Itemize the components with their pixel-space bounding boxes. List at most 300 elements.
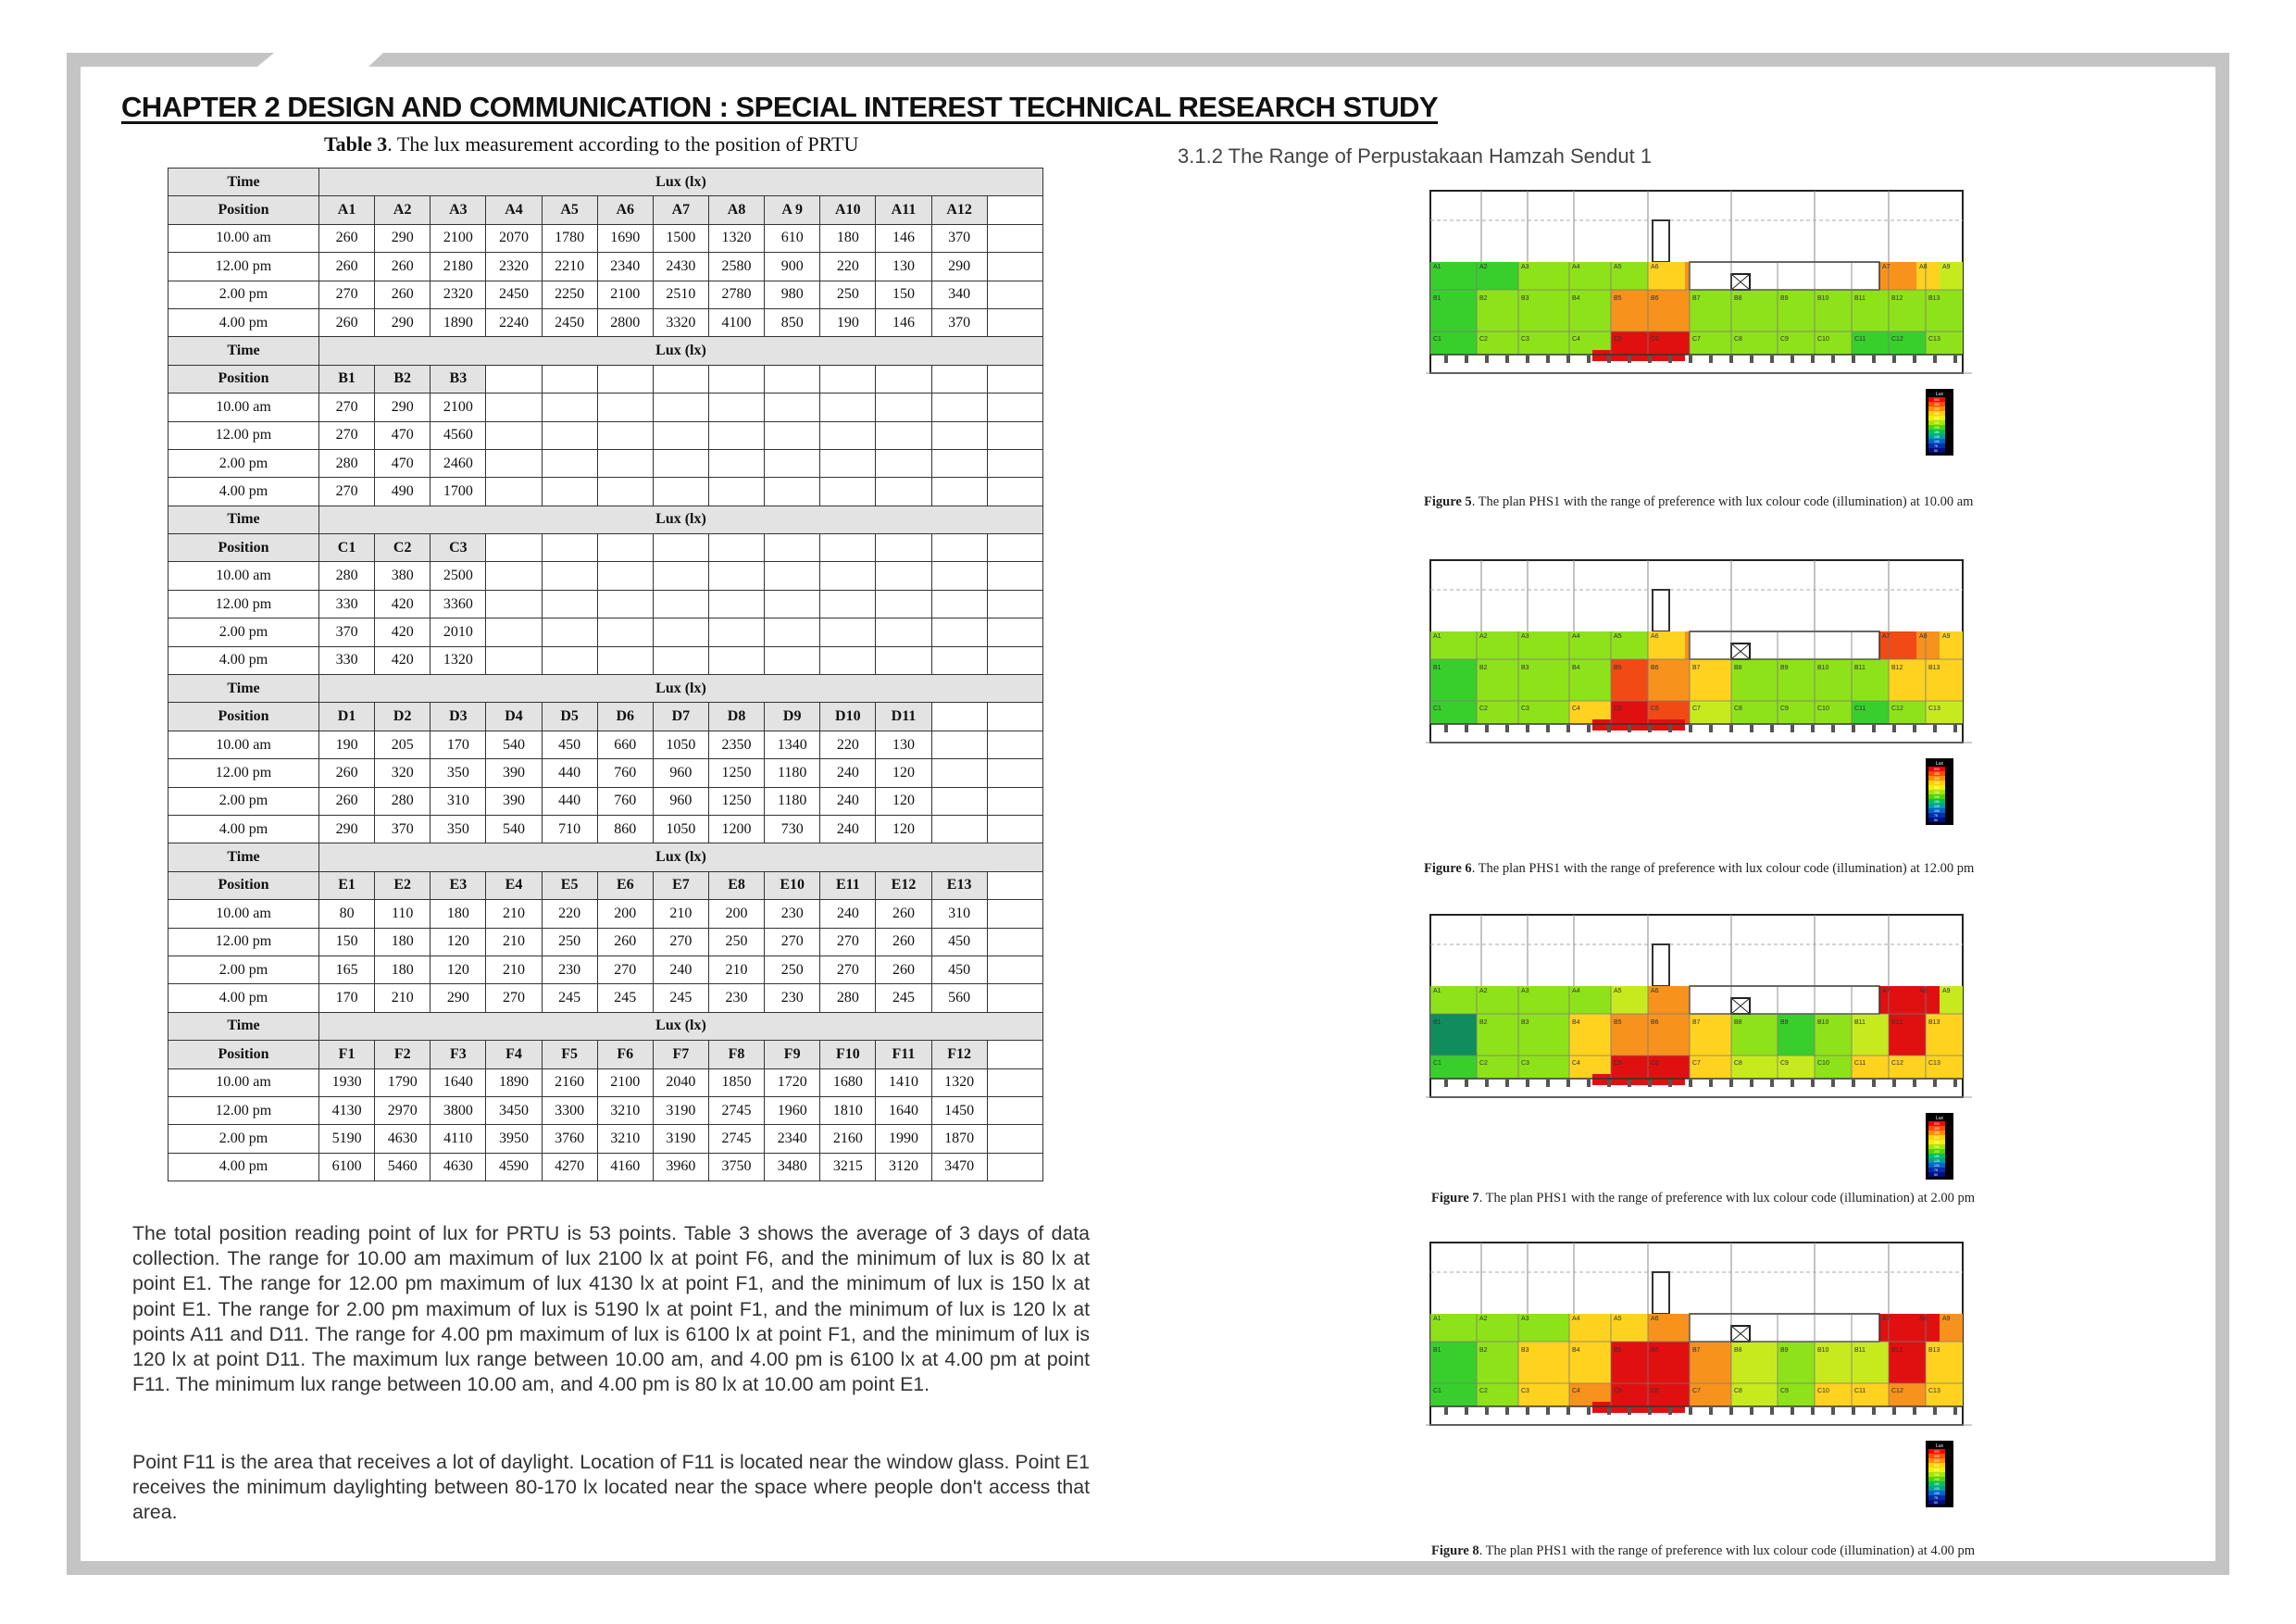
lux-value-cell: 370	[319, 618, 375, 646]
heat-cell	[1518, 331, 1569, 355]
lux-value-cell: 1500	[653, 224, 708, 252]
empty-cell	[987, 478, 1042, 506]
column-mark	[1668, 725, 1672, 732]
column-mark	[1505, 1080, 1509, 1087]
lux-value-cell: 2500	[430, 562, 486, 590]
floor-plan-heatmap	[1426, 1235, 1981, 1513]
position-row	[168, 871, 1043, 899]
lux-value-cell: 2250	[542, 281, 597, 308]
plan-point-label: A1	[1433, 633, 1441, 640]
plan-point-label: B10	[1817, 1019, 1829, 1026]
legend-title: Lux	[1936, 761, 1944, 767]
plan-point-label: B12	[1891, 295, 1903, 302]
table-row	[168, 1153, 1043, 1181]
plan-point-label: B6	[1651, 665, 1659, 671]
plan-point-label: B4	[1572, 1019, 1580, 1026]
lux-header: Lux (lx)	[319, 675, 1043, 703]
position-label: Position	[168, 534, 319, 562]
plan-point-label: C12	[1891, 706, 1903, 712]
lux-value-cell	[765, 646, 820, 674]
lux-value-cell: 3360	[430, 590, 486, 618]
plan-point-label: C7	[1692, 1388, 1701, 1394]
lux-value-cell: 560	[931, 984, 987, 1012]
lux-value-cell	[653, 478, 708, 506]
plan-point-label: A6	[1651, 264, 1659, 270]
plan-point-label: B8	[1734, 665, 1742, 671]
column-mark	[1729, 1407, 1733, 1415]
plan-point-label: B8	[1734, 1019, 1742, 1026]
lux-value-cell	[486, 646, 542, 674]
lux-value-cell	[542, 449, 597, 477]
position-label: Position	[168, 365, 319, 393]
lux-value-cell	[876, 449, 931, 477]
position-cell: E10	[765, 871, 820, 899]
column-mark	[1913, 725, 1916, 732]
table-row	[168, 787, 1043, 815]
core-block	[1690, 986, 1879, 1014]
position-cell: A1	[319, 196, 375, 224]
plan-point-label: B5	[1614, 1347, 1622, 1354]
lux-value-cell	[931, 787, 987, 815]
plan-point-label: B3	[1521, 295, 1529, 302]
lux-value-cell: 210	[375, 984, 430, 1012]
lux-value-cell: 330	[319, 590, 375, 618]
column-mark	[1505, 725, 1509, 732]
lux-value-cell: 150	[319, 928, 375, 956]
column-mark	[1628, 1080, 1631, 1087]
lux-value-cell: 3480	[765, 1153, 820, 1181]
lux-value-cell: 260	[319, 759, 375, 787]
lux-value-cell: 180	[430, 900, 486, 928]
column-mark	[1791, 1080, 1794, 1087]
lux-value-cell	[931, 618, 987, 646]
lux-value-cell	[653, 590, 708, 618]
lux-value-cell: 290	[375, 224, 430, 252]
position-row	[168, 365, 1043, 393]
legend-tick: 125	[1934, 435, 1940, 439]
position-cell: D2	[375, 703, 430, 731]
time-cell: 12.00 pm	[168, 590, 319, 618]
column-mark	[1566, 1407, 1570, 1415]
lux-value-cell: 4590	[486, 1153, 542, 1181]
figure-caption-label: Figure 8	[1431, 1543, 1479, 1558]
lux-value-cell: 420	[375, 618, 430, 646]
legend-tick: 100	[1934, 809, 1940, 813]
lux-value-cell	[597, 590, 653, 618]
lux-value-cell	[876, 590, 931, 618]
time-cell: 2.00 pm	[168, 1125, 319, 1153]
column-mark	[1526, 725, 1529, 732]
position-cell	[876, 534, 931, 562]
heat-cell	[1477, 1383, 1518, 1406]
lux-value-cell	[765, 394, 820, 421]
position-cell	[820, 534, 876, 562]
column-mark	[1444, 1407, 1448, 1415]
lux-value-cell: 860	[597, 815, 653, 843]
empty-cell	[987, 562, 1042, 590]
position-cell: A6	[597, 196, 653, 224]
legend-tick: 100	[1934, 1492, 1940, 1495]
plan-point-label: A8	[1919, 633, 1928, 640]
lux-legend	[1926, 389, 1953, 456]
plan-point-label: C2	[1479, 336, 1488, 343]
lux-value-cell: 230	[765, 900, 820, 928]
legend-tick: 150	[1934, 800, 1940, 804]
lux-value-cell: 80	[319, 900, 375, 928]
lux-value-cell: 260	[876, 956, 931, 983]
column-mark	[1607, 356, 1611, 363]
heat-cell	[1815, 331, 1852, 355]
lux-value-cell	[708, 449, 764, 477]
column-mark	[1485, 356, 1489, 363]
plan-point-label: C8	[1734, 336, 1742, 343]
position-cell: D1	[319, 703, 375, 731]
column-mark	[1709, 1407, 1713, 1415]
legend-tick: 500	[1934, 1122, 1940, 1126]
lux-value-cell: 1640	[430, 1068, 486, 1096]
legend-tick: 125	[1934, 1487, 1940, 1491]
lux-value-cell: 450	[931, 956, 987, 983]
plan-point-label: A3	[1521, 1316, 1529, 1322]
lux-value-cell: 2100	[430, 224, 486, 252]
plan-point-label: A1	[1433, 264, 1441, 270]
lux-value-cell: 120	[876, 815, 931, 843]
position-cell	[542, 534, 597, 562]
plan-point-label: B11	[1854, 1347, 1866, 1354]
empty-cell	[987, 590, 1042, 618]
time-cell: 4.00 pm	[168, 308, 319, 336]
position-cell: D3	[430, 703, 486, 731]
lux-value-cell: 180	[375, 928, 430, 956]
position-cell: E1	[319, 871, 375, 899]
heat-cell	[1778, 1056, 1815, 1079]
table-row	[168, 1125, 1043, 1153]
lux-value-cell	[597, 618, 653, 646]
core-block	[1690, 631, 1879, 659]
table-row	[168, 590, 1043, 618]
lux-value-cell	[486, 394, 542, 421]
heat-cell	[1731, 1056, 1778, 1079]
lux-value-cell	[820, 590, 876, 618]
lux-value-cell: 130	[876, 253, 931, 281]
lux-value-cell: 2580	[708, 253, 764, 281]
lux-value-cell: 1990	[876, 1125, 931, 1153]
lux-value-cell: 370	[931, 308, 987, 336]
table-row	[168, 478, 1043, 506]
lux-value-cell: 240	[653, 956, 708, 983]
table-row	[168, 253, 1043, 281]
plan-point-label: C6	[1651, 336, 1659, 343]
empty-cell	[987, 703, 1042, 731]
lux-value-cell: 260	[319, 308, 375, 336]
legend-title: Lux	[1936, 1116, 1944, 1121]
plan-point-label: C3	[1521, 1388, 1529, 1394]
lux-value-cell	[931, 421, 987, 449]
lux-value-cell	[708, 421, 764, 449]
heat-cell	[1430, 701, 1477, 724]
position-cell: E6	[597, 871, 653, 899]
table-row	[168, 618, 1043, 646]
lux-value-cell: 1870	[931, 1125, 987, 1153]
table-row	[168, 759, 1043, 787]
time-cell: 12.00 pm	[168, 759, 319, 787]
lux-value-cell: 3210	[597, 1125, 653, 1153]
plan-point-label: A6	[1651, 988, 1659, 994]
column-mark	[1913, 1080, 1916, 1087]
legend-tick: 100	[1934, 440, 1940, 443]
empty-cell	[987, 731, 1042, 758]
plan-point-label: C13	[1928, 706, 1940, 712]
heat-cell	[1852, 1383, 1889, 1406]
lux-value-cell: 2430	[653, 253, 708, 281]
column-mark	[1750, 1080, 1753, 1087]
position-cell	[597, 534, 653, 562]
plan-point-label: A8	[1919, 1316, 1928, 1322]
position-cell: D9	[765, 703, 820, 731]
plan-point-label: C12	[1891, 1388, 1903, 1394]
position-cell: A4	[486, 196, 542, 224]
empty-cell	[987, 759, 1042, 787]
lux-value-cell	[820, 478, 876, 506]
plan-point-label: A6	[1651, 1316, 1659, 1322]
position-row	[168, 703, 1043, 731]
plan-point-label: C5	[1614, 706, 1622, 712]
plan-point-label: B4	[1572, 665, 1580, 671]
lux-value-cell: 3760	[542, 1125, 597, 1153]
plan-point-label: A1	[1433, 988, 1441, 994]
column-mark	[1831, 356, 1835, 363]
position-cell: F1	[319, 1041, 375, 1068]
plan-point-label: C2	[1479, 706, 1488, 712]
lux-value-cell: 3750	[708, 1153, 764, 1181]
plan-point-label: C6	[1651, 706, 1659, 712]
column-mark	[1791, 1407, 1794, 1415]
lux-value-cell: 270	[653, 928, 708, 956]
lux-value-cell: 350	[430, 815, 486, 843]
lux-value-cell: 270	[319, 478, 375, 506]
position-cell: F7	[653, 1041, 708, 1068]
lux-value-cell	[486, 562, 542, 590]
plan-point-label: C11	[1854, 1060, 1866, 1067]
lux-value-cell	[542, 646, 597, 674]
empty-cell	[987, 928, 1042, 956]
position-cell	[708, 365, 764, 393]
lux-value-cell	[708, 618, 764, 646]
empty-cell	[987, 956, 1042, 983]
legend-tick: 250	[1934, 1145, 1940, 1149]
lux-value-cell	[765, 562, 820, 590]
lux-value-cell: 2100	[430, 394, 486, 421]
plan-point-label: A3	[1521, 264, 1529, 270]
plan-point-label: B4	[1572, 1347, 1580, 1354]
time-header: Time	[168, 843, 319, 871]
lux-value-cell: 1320	[708, 224, 764, 252]
column-mark	[1811, 1407, 1815, 1415]
time-cell: 12.00 pm	[168, 253, 319, 281]
plan-point-label: B5	[1614, 665, 1622, 671]
plan-point-label: A3	[1521, 988, 1529, 994]
plan-point-label: C8	[1734, 706, 1742, 712]
column-mark	[1953, 1407, 1957, 1415]
column-mark	[1770, 725, 1774, 732]
position-cell: D5	[542, 703, 597, 731]
lux-value-cell: 2745	[708, 1096, 764, 1124]
position-label: Position	[168, 196, 319, 224]
lux-value-cell: 2745	[708, 1125, 764, 1153]
legend-tick: 300	[1934, 786, 1940, 790]
lux-value-cell	[931, 590, 987, 618]
plan-point-label: B3	[1521, 665, 1529, 671]
lux-value-cell: 1720	[765, 1068, 820, 1096]
lux-value-cell: 340	[931, 281, 987, 308]
heat-cell	[1778, 701, 1815, 724]
column-mark	[1587, 356, 1591, 363]
lux-header: Lux (lx)	[319, 506, 1043, 533]
section-title: 3.1.2 The Range of Perpustakaan Hamzah Sendut 1	[1178, 144, 1653, 168]
lux-value-cell: 260	[319, 253, 375, 281]
position-cell: F5	[542, 1041, 597, 1068]
lux-value-cell: 1930	[319, 1068, 375, 1096]
lux-value-cell: 3120	[876, 1153, 931, 1181]
legend-tick: 400	[1934, 1459, 1940, 1463]
legend-tick: 75	[1934, 1496, 1938, 1500]
lux-value-cell	[653, 618, 708, 646]
column-mark	[1709, 725, 1713, 732]
lux-value-cell: 280	[820, 984, 876, 1012]
lux-value-cell: 210	[486, 900, 542, 928]
empty-cell	[987, 196, 1042, 224]
lux-value-cell: 760	[597, 787, 653, 815]
heat-cell	[1889, 701, 1926, 724]
plan-point-label: C3	[1521, 336, 1529, 343]
plan-point-label: A7	[1882, 988, 1890, 994]
position-cell: A 9	[765, 196, 820, 224]
column-mark	[1852, 725, 1855, 732]
lux-value-cell: 4630	[430, 1153, 486, 1181]
heat-cell	[1477, 1056, 1518, 1079]
plan-point-label: C9	[1780, 1388, 1789, 1394]
lux-value-cell: 1640	[876, 1096, 931, 1124]
position-cell	[931, 365, 987, 393]
position-cell: A11	[876, 196, 931, 224]
lux-value-cell: 110	[375, 900, 430, 928]
plan-point-label: C11	[1854, 706, 1866, 712]
column-mark	[1811, 1080, 1815, 1087]
lux-value-cell: 220	[820, 731, 876, 758]
lux-value-cell: 390	[486, 787, 542, 815]
position-row	[168, 196, 1043, 224]
position-cell: B1	[319, 365, 375, 393]
lux-value-cell	[876, 478, 931, 506]
column-mark	[1750, 356, 1753, 363]
heat-cell	[1926, 331, 1963, 355]
legend-tick: 150	[1934, 1482, 1940, 1486]
column-mark	[1607, 1080, 1611, 1087]
lux-value-cell: 260	[319, 787, 375, 815]
lux-value-cell: 2100	[597, 1068, 653, 1096]
legend-tick: 400	[1934, 407, 1940, 411]
plan-point-label: B12	[1891, 1347, 1903, 1354]
empty-cell	[987, 281, 1042, 308]
lux-value-cell: 350	[430, 759, 486, 787]
lux-value-cell: 310	[931, 900, 987, 928]
plan-point-label: A9	[1942, 264, 1951, 270]
legend-tick: 100	[1934, 1164, 1940, 1168]
lux-value-cell: 850	[765, 308, 820, 336]
column-mark	[1831, 1407, 1835, 1415]
lux-value-cell	[931, 449, 987, 477]
plan-point-label: B9	[1780, 1347, 1789, 1354]
lux-value-cell	[653, 562, 708, 590]
plan-point-label: C12	[1891, 1060, 1903, 1067]
plan-point-label: C11	[1854, 1388, 1866, 1394]
position-cell: A8	[708, 196, 764, 224]
plan-point-label: B13	[1928, 1347, 1940, 1354]
lux-value-cell: 245	[542, 984, 597, 1012]
column-mark	[1648, 356, 1652, 363]
plan-point-label: B11	[1854, 1019, 1866, 1026]
plan-point-label: C6	[1651, 1060, 1659, 1067]
time-header: Time	[168, 337, 319, 365]
lux-value-cell: 1890	[486, 1068, 542, 1096]
table-row	[168, 646, 1043, 674]
lux-value-cell: 250	[542, 928, 597, 956]
lux-value-cell	[653, 421, 708, 449]
plan-point-label: C3	[1521, 1060, 1529, 1067]
legend-tick: 250	[1934, 791, 1940, 794]
position-cell: A7	[653, 196, 708, 224]
lux-value-cell: 5190	[319, 1125, 375, 1153]
time-cell: 10.00 am	[168, 562, 319, 590]
heat-cell	[1926, 701, 1963, 724]
plan-point-label: B1	[1433, 295, 1441, 302]
empty-cell	[987, 394, 1042, 421]
table-group-header	[168, 337, 1043, 365]
plan-point-label: B10	[1817, 295, 1829, 302]
legend-tick: 50	[1934, 1501, 1938, 1505]
table-row	[168, 224, 1043, 252]
lux-value-cell	[597, 562, 653, 590]
lux-value-cell: 220	[820, 253, 876, 281]
lux-value-cell	[708, 478, 764, 506]
time-cell: 10.00 am	[168, 394, 319, 421]
heat-cell	[1690, 1056, 1731, 1079]
position-cell: F8	[708, 1041, 764, 1068]
lux-value-cell	[486, 478, 542, 506]
table-row	[168, 281, 1043, 308]
lux-value-cell: 170	[319, 984, 375, 1012]
lux-value-cell: 420	[375, 590, 430, 618]
column-mark	[1750, 1407, 1753, 1415]
lux-value-cell: 2450	[486, 281, 542, 308]
lux-value-cell	[765, 478, 820, 506]
column-mark	[1628, 356, 1631, 363]
lux-value-cell	[765, 449, 820, 477]
lux-value-cell: 2800	[597, 308, 653, 336]
lux-value-cell: 280	[319, 562, 375, 590]
empty-cell	[987, 618, 1042, 646]
empty-cell	[987, 815, 1042, 843]
plan-point-label: C6	[1651, 1388, 1659, 1394]
legend-tick: 250	[1934, 421, 1940, 425]
lux-value-cell	[820, 562, 876, 590]
lux-value-cell: 260	[375, 281, 430, 308]
time-cell: 10.00 am	[168, 731, 319, 758]
column-mark	[1770, 1080, 1774, 1087]
figure-caption-text: . The plan PHS1 with the range of preference with lux colour code (illumination) at 4.00 pm	[1479, 1543, 1975, 1558]
plan-point-label: C11	[1854, 336, 1866, 343]
lux-value-cell	[708, 562, 764, 590]
